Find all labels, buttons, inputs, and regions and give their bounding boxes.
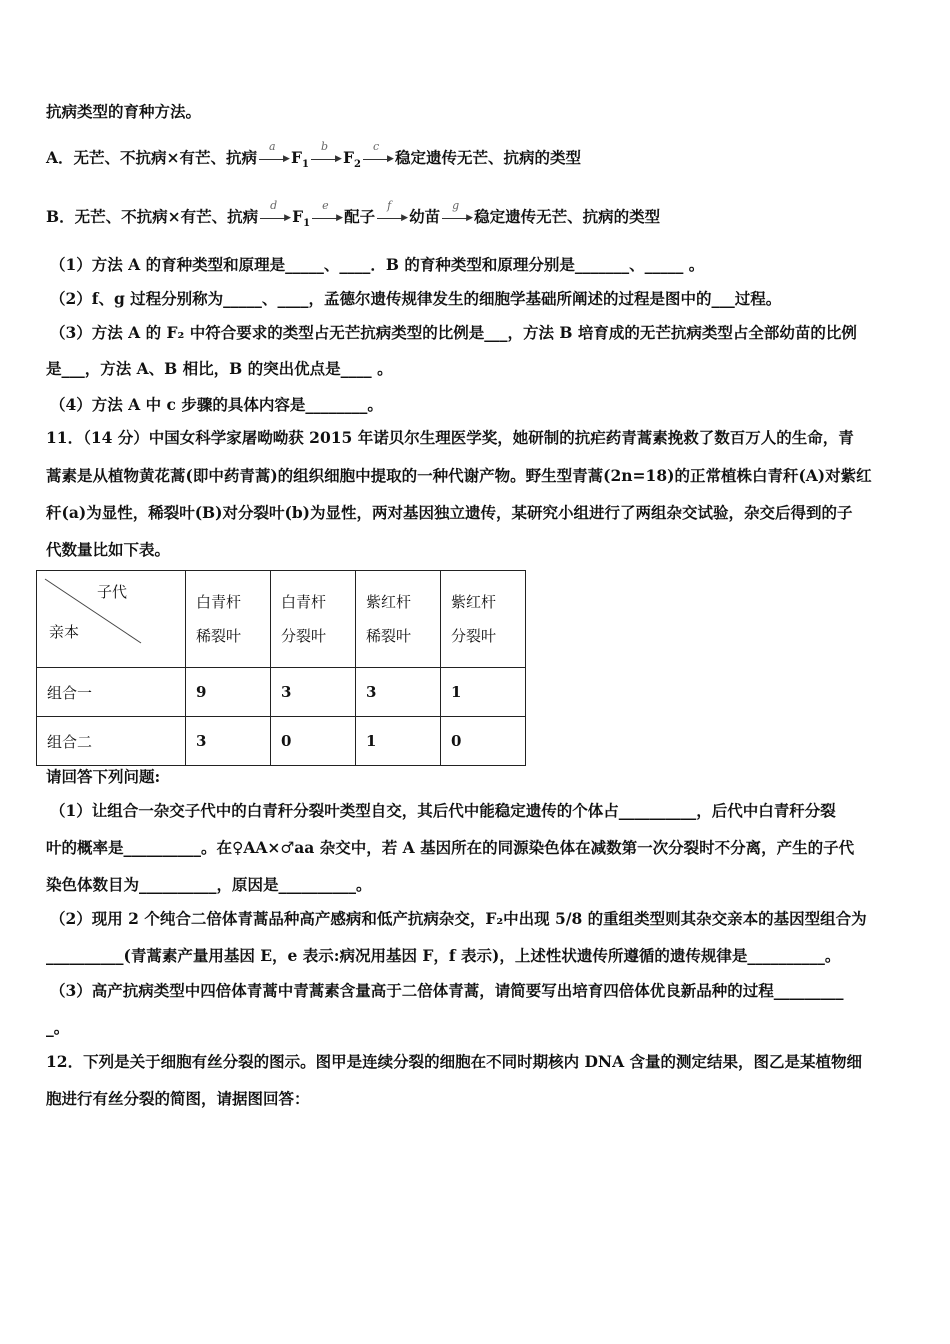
q11-prompt: 请回答下列问题: xyxy=(46,767,161,786)
cross-result-table xyxy=(36,570,526,766)
table-cell: 9 xyxy=(186,668,271,717)
corner-parent-label: 亲本 xyxy=(49,623,80,641)
arrow-icon: g ▶ xyxy=(442,208,472,228)
header-cell: 白青杆 稀裂叶 xyxy=(186,571,271,668)
header-cell: 紫红杆 稀裂叶 xyxy=(356,571,441,668)
q10-part4: （4）方法 A 中 c 步骤的具体内容是________。 xyxy=(50,395,383,414)
header-cell: 紫红杆 分裂叶 xyxy=(441,571,526,668)
arrow-icon: a ▶ xyxy=(259,149,289,169)
method-a-suffix: 稳定遗传无芒、抗病的类型 xyxy=(394,148,581,167)
table-cell: 3 xyxy=(186,717,271,766)
method-b: B．无芒、不抗病×有芒、抗病 d ▶ $F_1$ e ▶ 配子 f ▶ 幼苗 g ▶ 稳定遗传无芒、抗病的类型 xyxy=(46,199,661,230)
table-row xyxy=(37,717,526,766)
table-row xyxy=(37,668,526,717)
arrow-icon: b ▶ xyxy=(311,149,341,169)
table-cell: 3 xyxy=(356,668,441,717)
q12-text-2: 胞进行有丝分裂的简图，请据图回答： xyxy=(46,1089,310,1108)
q11-text-4: 代数量比如下表。 xyxy=(46,540,171,559)
intro-text: 抗病类型的育种方法。 xyxy=(46,102,202,121)
q11-part2-cont: __________(青蒿素产量用基因 E，e 表示:病况用基因 F，f 表示)，上述性状遗传所遵循的遗传规律是__________。 xyxy=(46,946,841,965)
arrow-icon: e ▶ xyxy=(312,208,342,228)
arrow-icon: c ▶ xyxy=(363,149,393,169)
q11-part1-cont: 叶的概率是__________。在♀AA×♂aa 杂交中，若 A 基因所在的同源染色体在减数第一次分裂时不分离，产生的子代 xyxy=(46,838,855,857)
q10-part3-cont: 是___，方法 A、B 相比，B 的突出优点是____ 。 xyxy=(46,359,393,378)
method-a-prefix: A．无芒、不抗病×有芒、抗病 xyxy=(46,148,258,167)
arrow-icon: d ▶ xyxy=(260,208,290,228)
table-header-row xyxy=(37,571,526,668)
q11-part3-cont: _。 xyxy=(46,1018,70,1037)
q11-part2: （2）现用 2 个纯合二倍体青蒿品种高产感病和低产抗病杂交，F₂中出现 5/8 的重组类型则其杂交亲本的基因型组合为 xyxy=(50,909,867,928)
q11-text-2: 蒿素是从植物黄花蒿(即中药青蒿)的组织细胞中提取的一种代谢产物。野生型青蒿(2n=18)的正常植株白青秆(A)对紫红 xyxy=(46,466,872,485)
q10-part1: （1）方法 A 的育种类型和原理是_____、____．B 的育种类型和原理分别是_______、_____ 。 xyxy=(50,255,705,274)
q11-part3: （3）高产抗病类型中四倍体青蒿中青蒿素含量高于二倍体青蒿，请简要写出培育四倍体优良新品种的过程_________ xyxy=(50,981,844,1000)
q10-part3: （3）方法 A 的 F₂ 中符合要求的类型占无芒抗病类型的比例是___，方法 B 培育成的无芒抗病类型占全部幼苗的比例 xyxy=(50,323,857,342)
row-label: 组合一 xyxy=(37,668,186,717)
q11-part1-cont2: 染色体数目为__________，原因是__________。 xyxy=(46,875,372,894)
method-b-suffix: 稳定遗传无芒、抗病的类型 xyxy=(474,207,661,226)
row-label: 组合二 xyxy=(37,717,186,766)
q11-text-3: 秆(a)为显性，稀裂叶(B)对分裂叶(b)为显性，两对基因独立遗传，某研究小组进行了两组杂交试验，杂交后得到的子 xyxy=(46,503,853,522)
corner-offspring-label: 子代 xyxy=(96,583,127,601)
table-cell: 0 xyxy=(271,717,356,766)
table-cell: 1 xyxy=(356,717,441,766)
q10-part2: （2）f、g 过程分别称为_____、____，孟德尔遗传规律发生的细胞学基础所阐述的过程是图中的___过程。 xyxy=(50,289,782,308)
arrow-icon: f ▶ xyxy=(377,208,407,228)
table-cell: 0 xyxy=(441,717,526,766)
q11-part1: （1）让组合一杂交子代中的白青秆分裂叶类型自交，其后代中能稳定遗传的个体占__________，后代中白青秆分裂 xyxy=(50,801,836,820)
method-a: A．无芒、不抗病×有芒、抗病 a ▶ $F_1$ b ▶ $F_2$ c ▶ 稳定遗传无芒、抗病的类型 xyxy=(46,140,581,171)
header-cell: 白青杆 分裂叶 xyxy=(271,571,356,668)
table-cell: 1 xyxy=(441,668,526,717)
q12-text-1: 12．下列是关于细胞有丝分裂的图示。图甲是连续分裂的细胞在不同时期核内 DNA 含量的测定结果，图乙是某植物细 xyxy=(46,1052,863,1071)
method-b-prefix: B．无芒、不抗病×有芒、抗病 xyxy=(46,207,259,226)
table-cell: 3 xyxy=(271,668,356,717)
q11-text-1: 11．（14 分）中国女科学家屠呦呦获 2015 年诺贝尔生理医学奖，她研制的抗疟药青蒿素挽救了数百万人的生命，青 xyxy=(46,428,854,447)
table-corner-cell xyxy=(37,571,186,668)
